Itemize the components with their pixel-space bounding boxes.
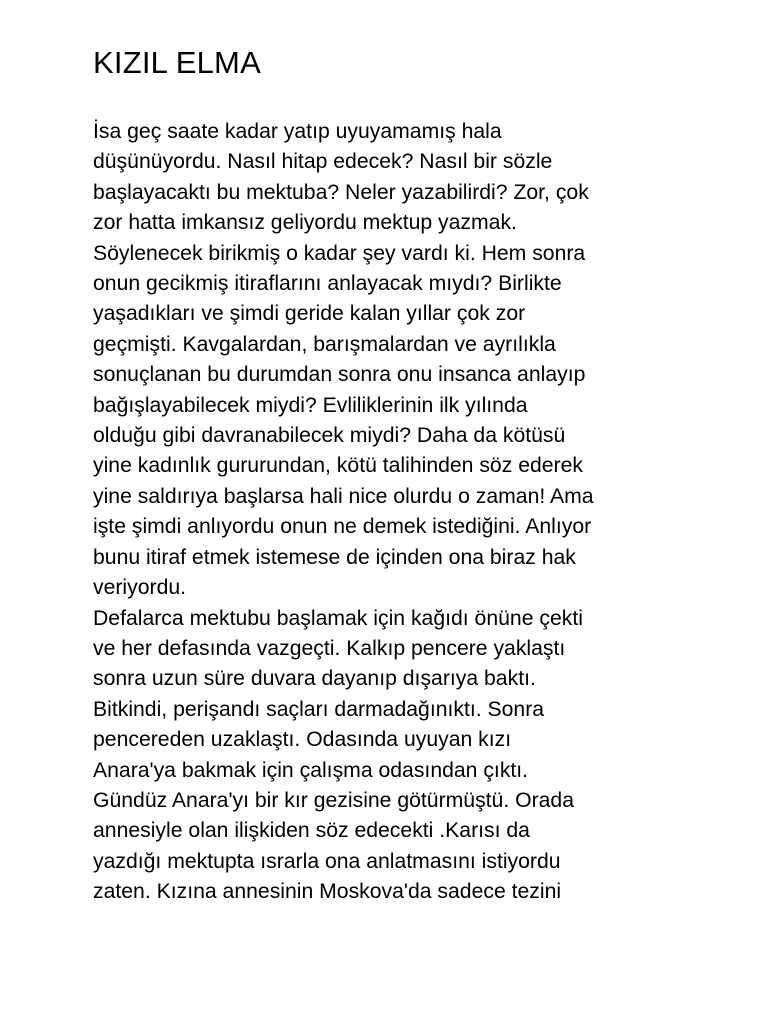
body-line: işte şimdi anlıyordu onun ne demek istediğini. Anlıyor [93, 515, 592, 539]
body-line: veriyordu. [93, 576, 187, 600]
body-line: başlayacaktı bu mektuba? Neler yazabilirdi? Zor, çok [93, 180, 589, 204]
body-line: yazdığı mektupta ısrarla ona anlatmasını istiyordu [93, 849, 561, 873]
body-line: annesiyle olan ilişkiden söz edecekti .Karısı da [93, 819, 530, 843]
body-line: Gündüz Anara'yı bir kır gezisine götürmüştü. Orada [93, 788, 575, 812]
body-line: yaşadıkları ve şimdi geride kalan yıllar çok zor [93, 302, 526, 326]
body-line: olduğu gibi davranabilecek miydi? Daha da kötüsü [93, 424, 566, 448]
body-line: onun gecikmiş itiraflarını anlayacak mıydı? Birlikte [93, 272, 562, 296]
body-line: düşünüyordu. Nasıl hitap edecek? Nasıl bir sözle [93, 150, 553, 174]
body-line: bunu itiraf etmek istemese de içinden ona biraz hak [93, 545, 576, 569]
body-line: Defalarca mektubu başlamak için kağıdı önüne çekti [93, 606, 583, 630]
body-line: Anara'ya bakmak için çalışma odasından çıktı. [93, 758, 529, 782]
body-line: Söylenecek birikmiş o kadar şey vardı ki. Hem sonra [93, 241, 586, 265]
document-body [93, 117, 733, 908]
body-line: pencereden uzaklaştı. Odasında uyuyan kızı [93, 728, 512, 752]
document-title: KIZIL ELMA [93, 45, 261, 80]
body-line: ve her defasında vazgeçti. Kalkıp pencere yaklaştı [93, 636, 566, 660]
body-line: geçmişti. Kavgalardan, barışmalardan ve ayrılıkla [93, 332, 556, 356]
body-line: zor hatta imkansız geliyordu mektup yazmak. [93, 211, 517, 235]
body-line: Bitkindi, perişandı saçları darmadağınıktı. Sonra [93, 697, 545, 721]
body-line: yine kadınlık gururundan, kötü talihinden söz ederek [93, 454, 583, 478]
body-line: sonra uzun süre duvara dayanıp dışarıya baktı. [93, 667, 536, 691]
body-line: İsa geç saate kadar yatıp uyuyamamış hala [93, 120, 502, 143]
body-line: bağışlayabilecek miydi? Evliliklerinin ilk yılında [93, 393, 528, 417]
body-line: zaten. Kızına annesinin Moskova'da sadece tezini [93, 880, 562, 904]
body-line: yine saldırıya başlarsa hali nice olurdu o zaman! Ama [93, 484, 594, 508]
body-line: sonuçlanan bu durumdan sonra onu insanca anlayıp [93, 363, 586, 387]
